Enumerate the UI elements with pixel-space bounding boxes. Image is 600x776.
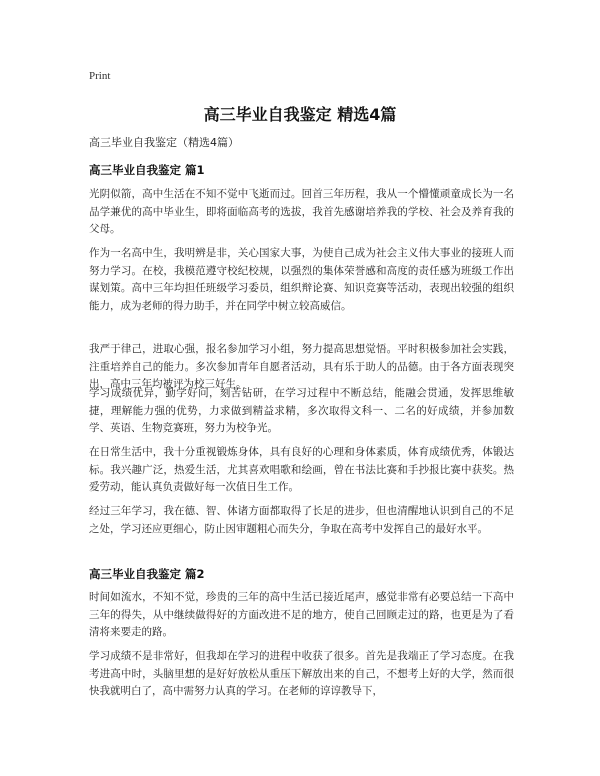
paragraph: 在日常生活中，我十分重视锻炼身体，具有良好的心理和身体素质，体育成绩优秀，体锻达标。我兴趣广泛，热爱生活，尤其喜欢唱歌和绘画，曾在书法比赛和手抄报比赛中获奖。热爱劳动，能认真负责做好每一次值日生工作。 [89, 446, 514, 493]
paragraph: 经过三年学习，我在德、智、体诸方面都取得了长足的进步，但也清醒地认识到自己的不足之处，学习还应更细心，防止因审题粗心而失分，争取在高考中发挥自己的最好水平。 [89, 505, 514, 535]
paragraph: 学习成绩不是非常好，但我却在学习的进程中收获了很多。首先是我端正了学习态度。在我考进高中时，头脑里想的是好好放松从重压下解放出来的自己，不想考上好的大学，然而很快我就明白了，高中需努力认真的学习。在老师的谆谆教导下， [89, 650, 514, 697]
paragraph: 学习成绩优异，勤学好问，刻苦钻研，在学习过程中不断总结，能融会贯通，发挥思维敏捷，理解能力强的优势，力求做到精益求精，多次取得文科一、二名的好成绩，并参加数学、英语、生物竞赛班，努力为校争光。 [89, 387, 514, 434]
section-heading-2: 高三毕业自我鉴定 篇2 [89, 567, 205, 581]
paragraph: 我严于律己，进取心强，报名参加学习小组，努力提高思想觉悟。平时积极参加社会实践，注重培养自己的能力。多次参加青年自愿者活动，具有乐于助人的品德。由于各方面表现突出，高中三年均被评为校三好生。 [89, 343, 514, 390]
paragraph: 光阴似箭，高中生活在不知不觉中飞逝而过。回首三年历程，我从一个懵懂顽童成长为一名品学兼优的高中毕业生，即将面临高考的选拔，我首先感谢培养我的学校、社会及养育我的父母。 [89, 188, 514, 235]
page-title: 高三毕业自我鉴定 精选4篇 [203, 105, 397, 124]
paragraph: 时间如流水，不知不觉，珍贵的三年的高中生活已接近尾声，感觉非常有必要总结一下高中三年的得失，从中继续做得好的方面改进不足的地方，使自己回顾走过的路，也更是为了看清将来要走的路。 [89, 591, 514, 638]
section-heading-1: 高三毕业自我鉴定 篇1 [89, 163, 205, 177]
document-subtitle: 高三毕业自我鉴定（精选4篇） [89, 136, 239, 149]
paragraph: 作为一名高中生，我明辨是非，关心国家大事，为使自己成为社会主义伟大事业的接班人而努力学习。在校，我模范遵守校纪校规，以强烈的集体荣誉感和高度的责任感为班级工作出谋划策。高中三年均担任班级学习委员，组织辩论赛、知识竞赛等活动，表现出较强的组织能力，成为老师的得力助手，并在同学中树立较高威信。 [89, 247, 514, 312]
print-label[interactable]: Print [89, 70, 111, 82]
